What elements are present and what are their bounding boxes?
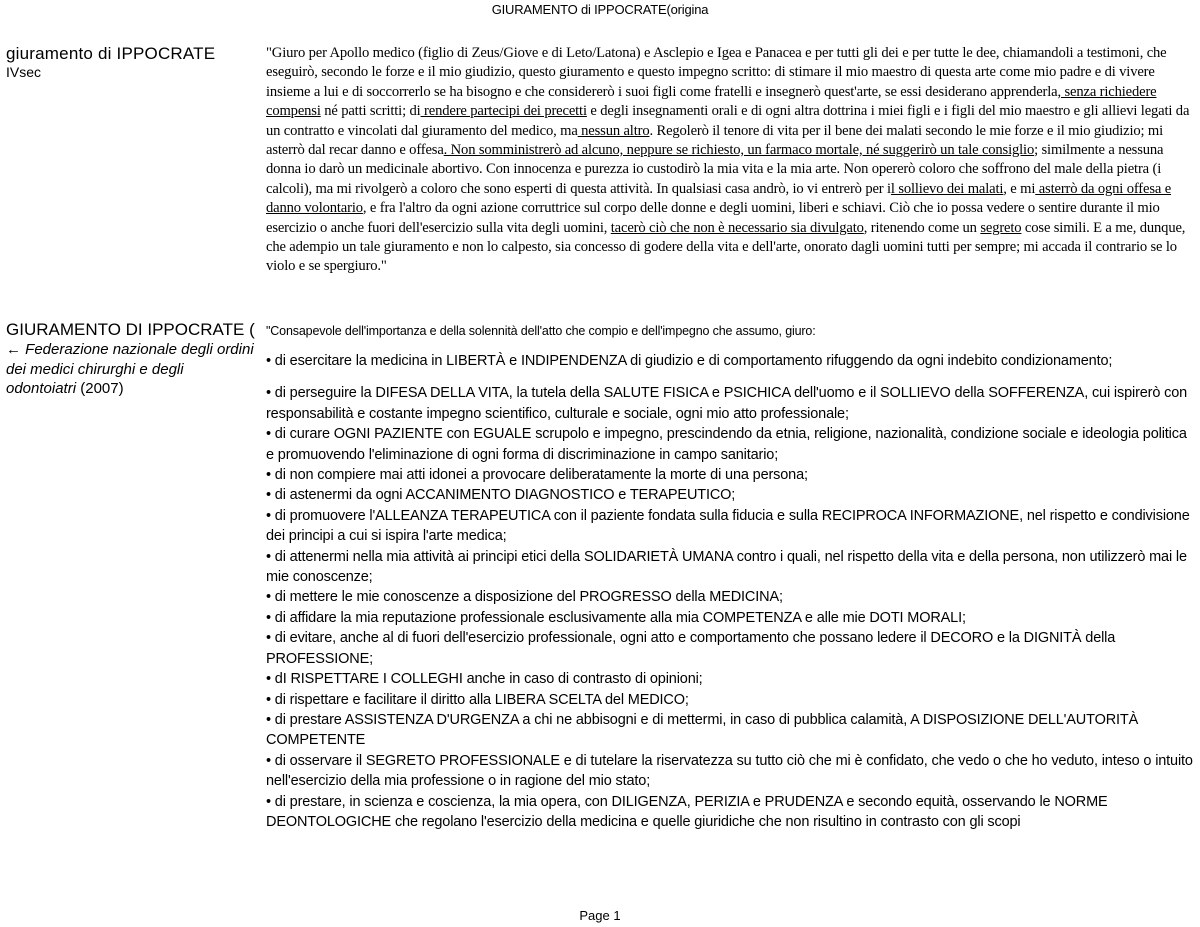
section1-label xyxy=(6,44,256,80)
oath-text: , ritenendo come un xyxy=(863,219,981,236)
oath-bullet: • di rispettare e facilitare il diritto alla LIBERA SCELTA del MEDICO; xyxy=(266,691,689,708)
oath-text: , e mi xyxy=(1003,180,1036,197)
oath-underlined-phrase: l sollievo dei malati xyxy=(890,180,1004,197)
section2-label xyxy=(6,320,256,399)
section1-subtitle: IVsec xyxy=(6,64,42,80)
section1-title: giuramento di IPPOCRATE xyxy=(6,44,216,63)
source-organization: Federazione nazionale degli ordini dei medici chirurghi e degli odontoiatri xyxy=(6,341,254,397)
oath-text: cose simili. E a me, dunque, che adempio un tale giuramento e non lo calpesto, sia concesso di godere della vita e dell'arte, onorato dagli uomini tutti per sempre; mi accada il contrario se lo violo e se spergiuro." xyxy=(266,219,1186,275)
oath-text: , e fra l'altro da ogni azione corruttrice sul corpo delle donne e degli uomini, liberi e schiavi. Ciò che io possa vedere o sentire durante il mio esercizio o anche fuori dell'esercizio sulla vita degli uomini, xyxy=(266,200,1160,236)
oath-text: "Giuro per Apollo medico (figlio di Zeus/Giove e di Leto/Latona) e Asclepio e Igea e Panacea e per tutti gli dei e per tutte le dee, chiamandoli a testimoni, che eseguirò, secondo le forze e il mio giudizio, questo giuramento e questo impegno scritto: di stimare il mio maestro di questa arte come mio padre e di vivere insieme a lui e di soccorrerlo se ha bisogno e che considererò i suoi figli come fratelli e insegnerò quest'arte, se essi desiderano apprenderla xyxy=(266,45,1167,100)
oath-bullet: • di evitare, anche al di fuori dell'esercizio professionale, ogni atto e comportamento che possano ledere il DECORO e la DIGNITÀ della PROFESSIONE; xyxy=(266,630,1116,667)
oath-text: né patti scritti; di xyxy=(320,103,421,120)
oath-bullet: • di affidare la mia reputazione professionale esclusivamente alla mia COMPETENZA e alle mie DOTI MORALI; xyxy=(266,609,966,626)
page-footer: Page 1 xyxy=(579,908,621,923)
oath-bullet: • di curare OGNI PAZIENTE con EGUALE scrupolo e impegno, prescindendo da etnia, religione, nazionalità, condizione sociale e ideologia politica e promuovendo l'eliminazione di ogni forma di discriminazione in campo sanitario; xyxy=(266,426,1187,463)
source-year: (2007) xyxy=(80,380,124,397)
oath-bullet: • di attenermi nella mia attività ai principi etici della SOLIDARIETÀ UMANA contro i quali, nel rispetto della vita e della persona, non utilizzerò mai le mie conoscenze; xyxy=(266,548,1187,586)
oath-bullet: • di esercitare la medicina in LIBERTÀ e INDIPENDENZA di giudizio e di comportamento rifuggendo da ogni indebito condizionamento; xyxy=(266,353,1113,369)
ancient-oath-text xyxy=(266,44,1196,277)
oath-underlined-phrase: segreto xyxy=(980,219,1022,236)
section2-source xyxy=(6,340,256,399)
oath-bullet: • di astenermi da ogni ACCANIMENTO DIAGNOSTICO e TERAPEUTICO; xyxy=(266,487,736,504)
oath-bullet: • di prestare, in scienza e coscienza, la mia opera, con DILIGENZA, PERIZIA e PRUDENZA e secondo equità, osservando le NORME DEONTOLOGICHE che regolano l'esercizio della medicina e quelle giuridiche che non risultino in contrasto con gli scopi xyxy=(266,793,1108,830)
oath-underlined-phrase: , senza richiedere compensi xyxy=(266,83,1157,120)
oath-text: . Regolerò il tenore di vita per il bene dei malati secondo le mie forze e il mio giudizio; mi asterrò dal recar danno e offesa xyxy=(266,122,1164,159)
section2-title: GIURAMENTO DI IPPOCRATE ( xyxy=(6,320,255,339)
oath-bullet: • di osservare il SEGRETO PROFESSIONALE e di tutelare la riservatezza su tutto ciò che mi è confidato, che vedo o che ho veduto, inteso o intuito nell'esercizio della mia professione o in ragione del mio stato; xyxy=(266,752,1193,790)
oath-underlined-phrase: nessun altro xyxy=(577,122,650,139)
oath-text: ; similmente a nessuna donna io darò un medicinale abortivo. Con innocenza e purezza io custodirò la mia vita e la mia arte. Non opererò coloro che soffrono del male della pietra (i calcoli), ma mi rivolgerò a coloro che sono esperti di questa attività. In qualsiasi casa andrò, io vi entrerò per i xyxy=(266,142,1164,197)
oath-underlined-phrase: tacerò ciò che non è necessario sia divulgato xyxy=(610,219,864,236)
oath-bullet: • di prestare ASSISTENZA D'URGENZA a chi ne abbisogni e di mettermi, in caso di pubblica calamità, A DISPOSIZIONE DELL'AUTORITÀ COMPETENTE xyxy=(266,711,1139,749)
page-header: GIURAMENTO di IPPOCRATE(origina xyxy=(491,2,709,17)
modern-oath-text xyxy=(266,323,1196,832)
oath-text: e degli insegnamenti orali e di ogni altra dottrina i miei figli e i figli del mio maestro e gli allievi legati da un contratto e vincolati dal giuramento del medico, ma xyxy=(266,103,1190,139)
oath-bullet: • dI RISPETTARE I COLLEGHI anche in caso di contrasto di opinioni; xyxy=(266,671,703,688)
oath-bullet: • di mettere le mie conoscenze a disposizione del PROGRESSO della MEDICINA; xyxy=(266,589,783,606)
oath-underlined-phrase: . Non somministrerò ad alcuno, neppure se richiesto, un farmaco mortale, né suggerirò un tale consiglio xyxy=(443,142,1035,159)
oath-underlined-phrase: asterrò da ogni offesa e danno volontario xyxy=(266,180,1172,217)
oath-bullet: • di promuovere l'ALLEANZA TERAPEUTICA con il paziente fondata sulla fiducia e sulla RECIPROCA INFORMAZIONE, nel rispetto e condivisione dei principi a cui si ispira l'arte medica; xyxy=(266,507,1190,545)
oath-underlined-phrase: rendere partecipi dei precetti xyxy=(420,103,587,120)
back-arrow-icon: ← xyxy=(6,341,21,358)
oath-bullet: • di perseguire la DIFESA DELLA VITA, la tutela della SALUTE FISICA e PSICHICA dell'uomo e il SOLLIEVO della SOFFERENZA, cui ispirerò con responsabilità e costante impegno scientifico, culturale e sociale, ogni mio atto professionale; xyxy=(266,385,1188,422)
oath-intro: "Consapevole dell'importanza e della solennità dell'atto che compio e dell'impegno che assumo, giuro: xyxy=(266,324,816,338)
oath-bullet: • di non compiere mai atti idonei a provocare deliberatamente la morte di una persona; xyxy=(266,467,808,484)
